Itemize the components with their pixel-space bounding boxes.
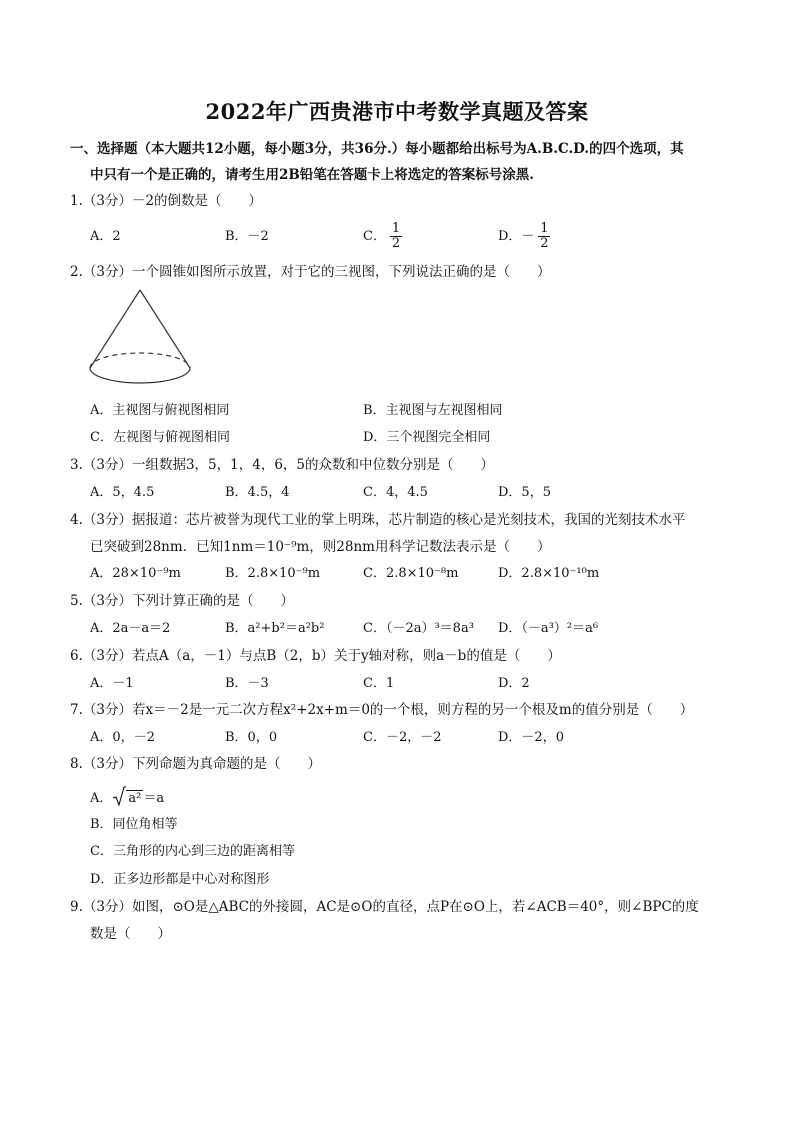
- question-3-stem: 3.（3分）一组数据3，5，1，4，6，5的众数和中位数分别是（ ）: [70, 457, 495, 473]
- question-8-option-b: B．同位角相等: [90, 817, 178, 832]
- fraction-denominator: 2: [391, 236, 401, 251]
- question-6-option-c: C．1: [363, 676, 395, 691]
- question-1-option-a: A．2: [90, 229, 121, 244]
- fraction-numerator: 1: [540, 221, 549, 236]
- radicand: a²: [128, 791, 142, 806]
- question-8-option-d: D．正多边形都是中心对称图形: [90, 872, 270, 887]
- square-root-symbol: [112, 786, 126, 806]
- section-instruction-line2: 中只有一个是正确的，请考生用2B铅笔在答题卡上将选定的答案标号涂黑.: [90, 167, 535, 183]
- question-7-option-a: A．0，－2: [90, 730, 155, 745]
- question-7-option-d: D．－2，0: [498, 730, 564, 745]
- question-1-option-d: [498, 222, 550, 251]
- question-3-option-c: C．4，4.5: [363, 485, 428, 500]
- question-5-option-c: C．（－2a）³＝8a³: [363, 621, 474, 636]
- question-7-stem: 7.（3分）若x＝－2是一元二次方程x²+2x+m＝0的一个根，则方程的另一个根及m的值分别是（ ）: [70, 702, 694, 718]
- question-2-stem: 2.（3分）一个圆锥如图所示放置，对于它的三视图，下列说法正确的是（ ）: [70, 264, 551, 280]
- option-a-prefix: A．: [90, 791, 113, 806]
- question-4-option-c: C．2.8×10⁻⁸m: [363, 566, 459, 581]
- question-3-option-b: B．4.5，4: [225, 485, 290, 500]
- cone-figure: [84, 286, 196, 388]
- fraction-denominator: 2: [540, 236, 549, 251]
- question-6-stem: 6.（3分）若点A（a，－1）与点B（2，b）关于y轴对称，则a－b的值是（ ）: [70, 648, 561, 664]
- question-2-option-a: A．主视图与俯视图相同: [90, 403, 230, 418]
- question-9-stem-line2: 数是（ ）: [90, 926, 171, 942]
- fraction-numerator: 1: [391, 221, 401, 236]
- question-4-option-b: B．2.8×10⁻⁹m: [225, 566, 321, 581]
- question-4-option-d: D．2.8×10⁻¹⁰m: [498, 566, 600, 581]
- fraction-one-half: [538, 222, 550, 251]
- question-6-option-a: A．－1: [90, 676, 134, 691]
- question-4-option-a: A．28×10⁻⁹m: [90, 566, 181, 581]
- question-8-stem: 8.（3分）下列命题为真命题的是（ ）: [70, 756, 321, 772]
- question-6-option-d: D．2: [498, 676, 530, 691]
- question-7-option-c: C．－2，－2: [363, 730, 442, 745]
- question-5-option-a: A．2a－a＝2: [90, 621, 171, 636]
- question-3-option-a: A．5，4.5: [90, 485, 155, 500]
- question-1-stem: 1.（3分）－2的倒数是（ ）: [70, 193, 263, 209]
- option-d-prefix: D．－: [498, 229, 535, 244]
- question-3-option-d: D．5，5: [498, 485, 551, 500]
- question-2-option-c: C．左视图与俯视图相同: [90, 430, 230, 445]
- question-5-stem: 5.（3分）下列计算正确的是（ ）: [70, 593, 294, 609]
- option-c-prefix: C．: [363, 229, 386, 244]
- page-title: 2022年广西贵港市中考数学真题及答案: [205, 99, 589, 124]
- question-5-option-d: D．（－a³）²＝a⁶: [498, 621, 599, 636]
- question-1-option-c: [363, 222, 402, 251]
- question-6-option-b: B．－3: [225, 676, 269, 691]
- section-instruction-line1: 一、选择题（本大题共12小题，每小题3分，共36分.）每小题都给出标号为A.B.C.D.的四个选项，其: [70, 141, 684, 157]
- fraction-one-half: [390, 222, 402, 251]
- question-9-stem-line1: 9.（3分）如图，⊙O是△ABC的外接圆，AC是⊙O的直径，点P在⊙O上，若∠ACB＝40°，则∠BPC的度: [70, 899, 699, 915]
- question-8-option-c: C．三角形的内心到三边的距离相等: [90, 844, 295, 859]
- question-2-option-d: D．三个视图完全相同: [363, 430, 491, 445]
- question-1-option-b: B．－2: [225, 229, 269, 244]
- question-2-option-b: B．主视图与左视图相同: [363, 403, 503, 418]
- question-4-stem-line1: 4.（3分）据报道：芯片被誉为现代工业的掌上明珠，芯片制造的核心是光刻技术，我国的光刻技术水平: [70, 512, 686, 528]
- question-5-option-b: B．a²+b²＝a²b²: [225, 621, 325, 636]
- question-7-option-b: B．0，0: [225, 730, 278, 745]
- question-8-option-a: [90, 786, 164, 808]
- option-a-suffix: ＝a: [143, 791, 165, 806]
- question-4-stem-line2: 已突破到28nm．已知1nm＝10⁻⁹m，则28nm用科学记数法表示是（ ）: [90, 539, 551, 555]
